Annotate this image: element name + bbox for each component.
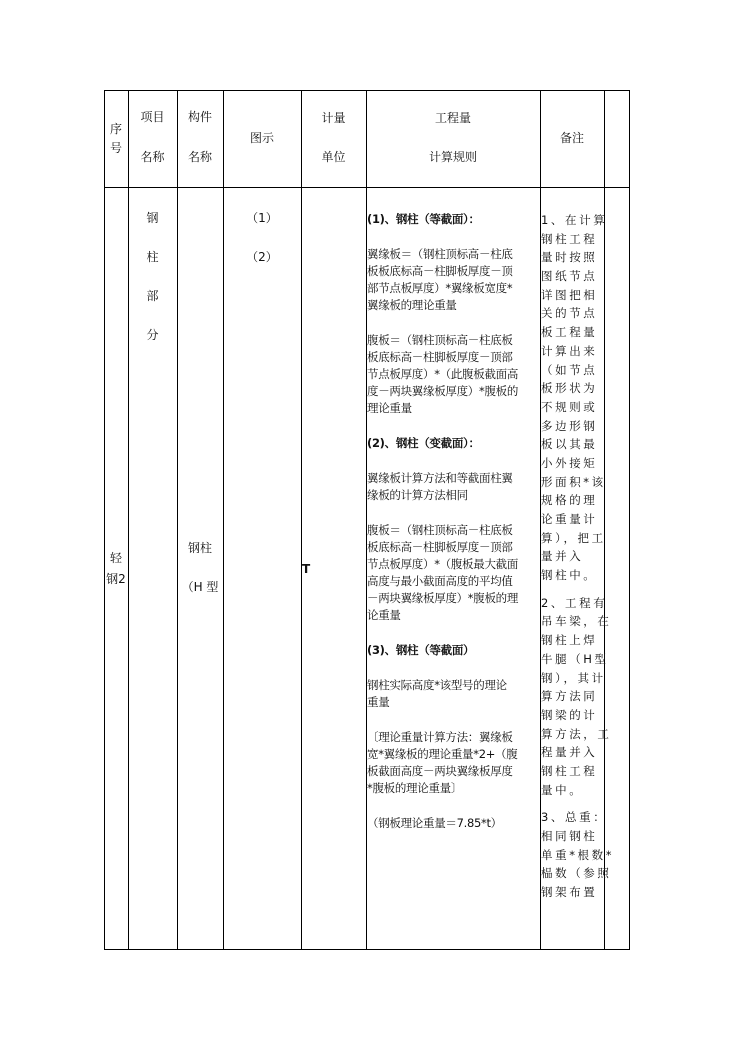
table-bottom-border	[104, 949, 630, 950]
rule-line: 板板底标高－柱脚板厚度－顶	[367, 264, 513, 278]
rule-line: 论重量	[367, 608, 401, 622]
rule-line: 板底标高－柱脚板厚度－顶部	[367, 540, 513, 554]
header-quantity-2: 计算规则	[428, 150, 477, 164]
rule-line: 〔理论重量计算方法：翼缘板	[367, 730, 513, 744]
rule-heading: (2)、钢柱（变截面）：	[367, 436, 480, 450]
rule-line: 理论重量	[367, 401, 412, 415]
remark-line: 详图把相	[541, 287, 598, 302]
remark-line: 图纸节点	[541, 269, 598, 284]
col-border-4	[301, 90, 302, 949]
remark-line: 板形状为	[541, 381, 598, 396]
rule-line: 翼缘板计算方法和等截面柱翼	[367, 471, 513, 485]
remark-line: 牛腿（H型	[541, 651, 609, 666]
remark-line: 钢柱工程	[541, 231, 598, 246]
col-border-0	[104, 90, 105, 949]
rule-line: 节点板厚度）*（腹板最大截面	[367, 557, 519, 571]
remark-line: 3、总重：	[541, 810, 608, 825]
rule-heading: (3)、钢柱（等截面）	[367, 643, 475, 657]
remark-line: 量并入	[541, 549, 584, 564]
header-seq-2: 号	[109, 141, 122, 155]
rule-line: 钢柱实际高度*该型号的理论	[367, 678, 507, 692]
header-diagram: 图示	[249, 131, 274, 145]
rule-line: 度－两块翼缘板厚度）*腹板的	[367, 384, 519, 398]
remark-line: 多边形钢	[541, 418, 598, 433]
remark-line: 规格的理	[541, 493, 598, 508]
row-diagram-1: （1）	[246, 211, 278, 225]
row-component-name-2: （H 型	[181, 580, 219, 594]
remark-line: 榀数（参照	[541, 866, 612, 881]
row-item-name-2: 柱	[146, 250, 159, 264]
remark-line: 算方法同	[541, 689, 598, 704]
remark-line: 钢柱工程	[541, 763, 598, 778]
row-seq-1: 轻	[109, 551, 122, 565]
header-quantity-1: 工程量	[434, 111, 471, 125]
rule-line: 部节点板厚度）*翼缘板宽度*	[367, 281, 513, 295]
rule-line: 板底标高－柱脚板厚度－顶部	[367, 350, 513, 364]
header-seq-1: 序	[109, 122, 122, 136]
quantity-rules-text	[367, 211, 539, 832]
rule-line: 缘板的计算方法相同	[367, 488, 468, 502]
remark-line: 钢柱中。	[541, 568, 598, 583]
header-item-name-2: 名称	[140, 150, 165, 164]
remark-line: 板工程量	[541, 325, 598, 340]
remark-line: 量中。	[541, 782, 584, 797]
header-component-name-2: 名称	[187, 150, 212, 164]
row-unit: T	[302, 562, 311, 576]
row-seq-2: 钢2	[106, 572, 126, 586]
remark-line: 形面积*该	[541, 474, 606, 489]
rule-line: 腹板＝（钢柱顶标高－柱底板	[367, 523, 513, 537]
row-item-name-1: 钢	[146, 211, 159, 225]
header-row-divider	[104, 187, 630, 188]
remark-line: 论重量计	[541, 512, 598, 526]
header-remark: 备注	[559, 131, 584, 145]
col-border-2	[177, 90, 178, 949]
rule-line: 板截面高度－两块翼缘板厚度	[367, 764, 513, 778]
remark-line: 吊车梁，在	[541, 614, 612, 629]
remark-notes-text	[541, 211, 615, 902]
rule-line: 翼缘板的理论重量	[367, 298, 457, 312]
rule-line: 重量	[367, 695, 390, 709]
remark-line: （如节点	[541, 362, 598, 377]
row-item-name-4: 分	[146, 328, 159, 342]
remark-line: 钢柱上焊	[541, 633, 598, 648]
rule-line: 节点板厚度）*（此腹板截面高	[367, 367, 519, 381]
header-component-name-1: 构件	[187, 110, 212, 124]
remark-line: 关的节点	[541, 306, 598, 321]
rule-line: （钢板理论重量＝7.85*t）	[367, 816, 502, 830]
remark-line	[541, 585, 604, 594]
remark-line: 钢架布置	[541, 885, 598, 900]
remark-line: 量时按照	[541, 250, 598, 265]
remark-line: 板以其最	[541, 437, 598, 452]
remark-line: 计算出来	[541, 343, 598, 358]
remark-line: 1、在计算	[541, 213, 608, 227]
remark-line: 不规则或	[541, 399, 598, 414]
col-border-8	[629, 90, 630, 949]
remark-line: 算），把工	[541, 530, 606, 545]
row-diagram-2: （2）	[246, 250, 278, 264]
header-unit-1: 计量	[321, 111, 346, 125]
row-component-name-1: 钢柱	[187, 541, 212, 555]
rule-line: 宽*翼缘板的理论重量*2+（腹	[367, 747, 518, 761]
remark-line: 小外接矩	[541, 455, 598, 470]
header-unit-2: 单位	[321, 150, 346, 164]
remark-line: 相同钢柱	[541, 829, 598, 843]
remark-line: 钢梁的计	[541, 707, 598, 722]
header-item-name-1: 项目	[140, 110, 165, 124]
remark-line: 钢），其计	[541, 670, 606, 685]
remark-line: 2、工程有	[541, 595, 608, 610]
remark-line: 程量并入	[541, 745, 598, 760]
rule-line: *腹板的理论重量〕	[367, 781, 463, 795]
rule-line: 腹板＝（钢柱顶标高－柱底板	[367, 333, 513, 347]
rule-line: 翼缘板＝（钢柱顶标高－柱底	[367, 247, 513, 261]
row-item-name-3: 部	[146, 289, 159, 303]
remark-line	[541, 799, 604, 808]
rule-heading: (1)、钢柱（等截面）：	[367, 212, 480, 226]
remark-line: 单重*根数*	[541, 847, 615, 862]
remark-line: 算方法，工	[541, 726, 612, 741]
rule-line: 高度与最小截面高度的平均值	[367, 574, 513, 588]
table-top-border	[104, 90, 630, 91]
rule-line: －两块翼缘板厚度）*腹板的理	[367, 591, 519, 605]
